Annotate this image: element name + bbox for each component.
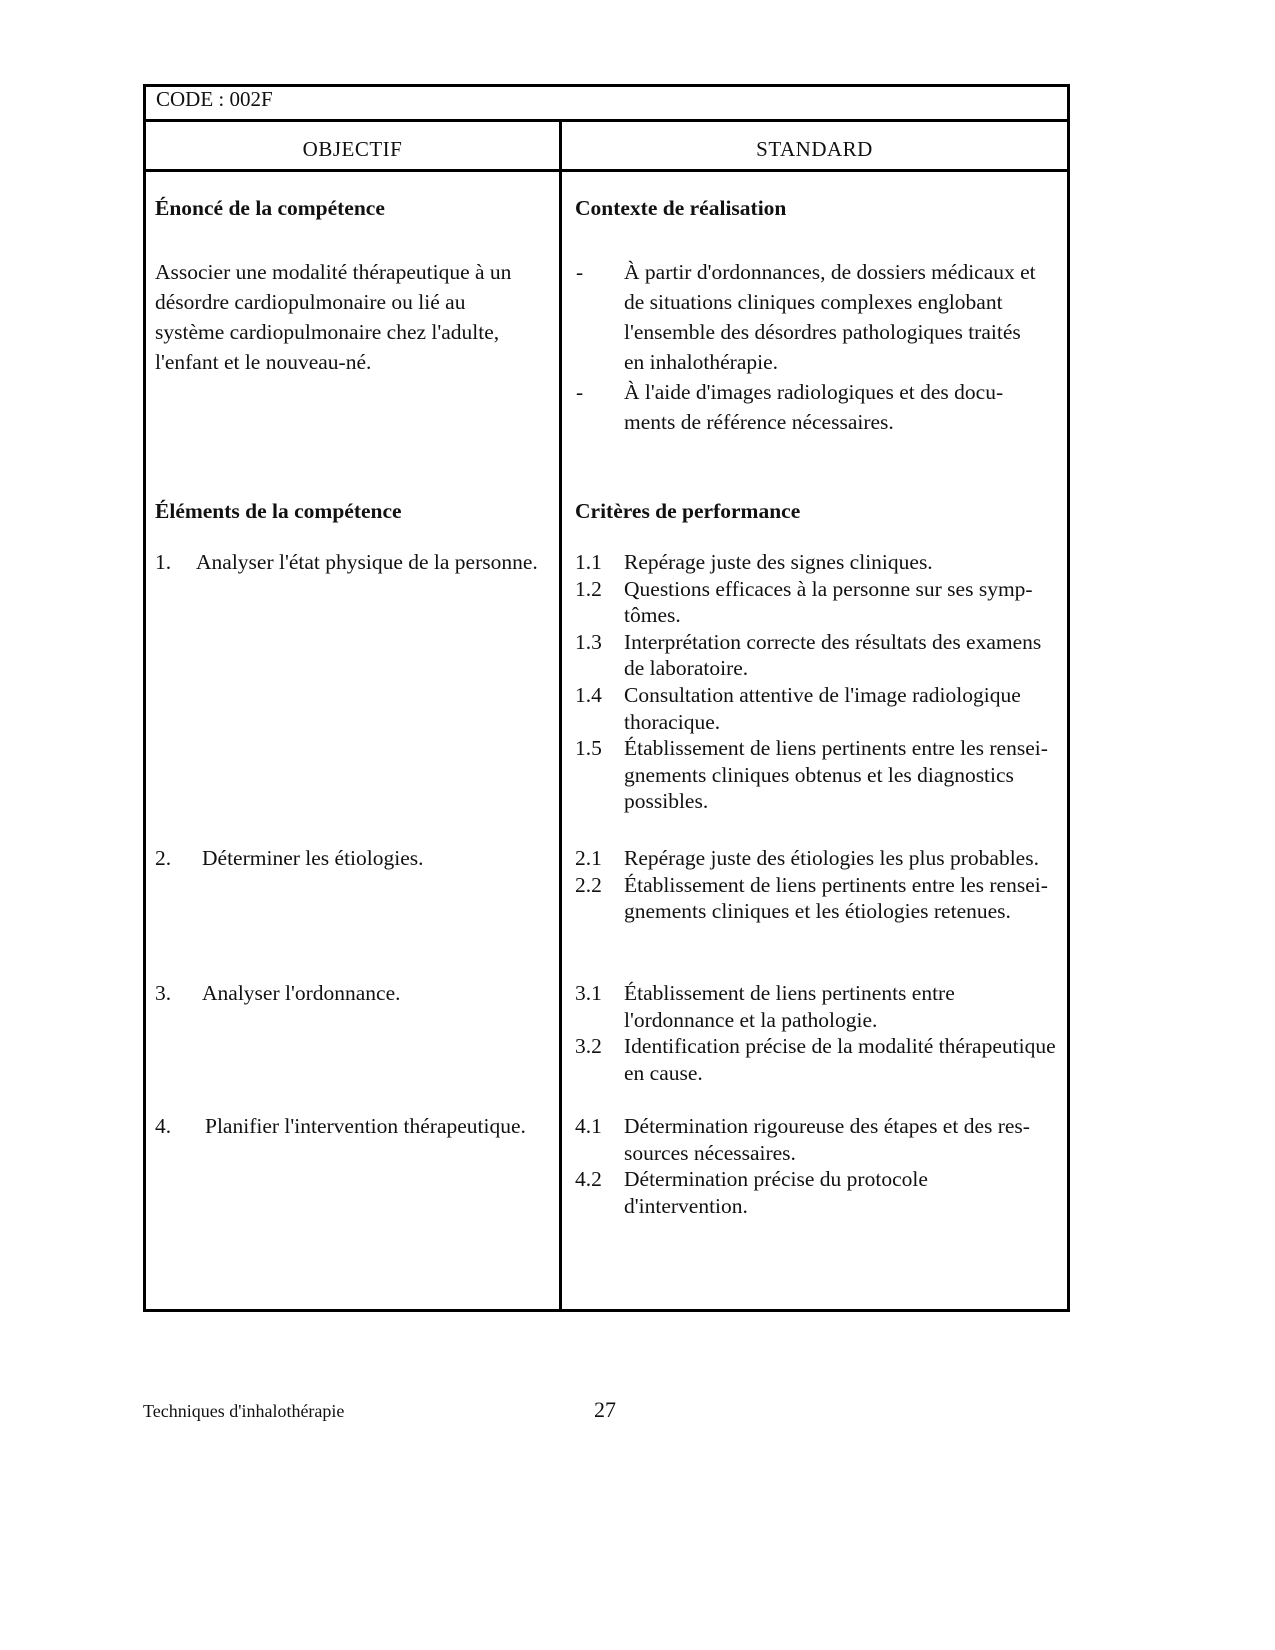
element-text: Déterminer les étiologies.	[202, 846, 424, 870]
contexte-line: de situations cliniques complexes englobant	[624, 290, 1003, 314]
contexte-title: Contexte de réalisation	[575, 196, 787, 220]
criterion-line: Détermination précise du protocole	[624, 1167, 928, 1191]
criterion-line: Repérage juste des étiologies les plus probables.	[624, 846, 1039, 870]
criterion-number: 3.1	[575, 981, 602, 1005]
elements-title: Éléments de la compétence	[155, 499, 402, 523]
criterion-number: 2.2	[575, 873, 602, 897]
enonce-line: désordre cardiopulmonaire ou lié au	[155, 290, 466, 314]
criterion-line: possibles.	[624, 789, 709, 813]
contexte-line: À partir d'ordonnances, de dossiers médicaux et	[624, 260, 1036, 284]
criterion-line: en cause.	[624, 1061, 703, 1085]
criterion-line: Questions efficaces à la personne sur ses symp-	[624, 577, 1033, 601]
criterion-line: gnements cliniques obtenus et les diagnostics	[624, 763, 1014, 787]
enonce-line: l'enfant et le nouveau-né.	[155, 350, 372, 374]
criterion-line: gnements cliniques et les étiologies retenues.	[624, 899, 1011, 923]
criterion-line: d'intervention.	[624, 1194, 748, 1218]
criterion-line: Consultation attentive de l'image radiologique	[624, 683, 1021, 707]
criterion-number: 1.3	[575, 630, 602, 654]
criteres-title: Critères de performance	[575, 499, 801, 523]
contexte-line: en inhalothérapie.	[624, 350, 779, 374]
enonce-title: Énoncé de la compétence	[155, 196, 385, 220]
column-divider	[559, 119, 562, 1312]
criterion-number: 1.5	[575, 736, 602, 760]
criterion-number: 1.1	[575, 550, 602, 574]
criterion-number: 3.2	[575, 1034, 602, 1058]
divider	[143, 169, 1070, 172]
criterion-line: Détermination rigoureuse des étapes et des res-	[624, 1114, 1030, 1138]
criterion-line: Identification précise de la modalité thérapeutique	[624, 1034, 1056, 1058]
criterion-line: Établissement de liens pertinents entre les rensei-	[624, 873, 1048, 897]
list-bullet: -	[576, 260, 584, 284]
header-objectif: OBJECTIF	[302, 137, 403, 161]
footer-title: Techniques d'inhalothérapie	[143, 1401, 345, 1421]
page-number: 27	[594, 1397, 616, 1422]
element-text: Analyser l'état physique de la personne.	[196, 550, 538, 574]
criterion-number: 1.4	[575, 683, 602, 707]
contexte-line: ments de référence nécessaires.	[624, 410, 894, 434]
criterion-line: tômes.	[624, 603, 681, 627]
criterion-line: Repérage juste des signes cliniques.	[624, 550, 933, 574]
list-bullet: -	[576, 380, 584, 404]
criterion-line: sources nécessaires.	[624, 1141, 796, 1165]
criterion-number: 4.2	[575, 1167, 602, 1191]
element-number: 3.	[155, 981, 172, 1005]
criterion-line: Établissement de liens pertinents entre	[624, 981, 955, 1005]
contexte-line: À l'aide d'images radiologiques et des docu-	[624, 380, 1004, 404]
element-number: 2.	[155, 846, 172, 870]
element-text: Analyser l'ordonnance.	[202, 981, 401, 1005]
divider	[143, 119, 1070, 122]
criterion-line: Interprétation correcte des résultats des examens	[624, 630, 1042, 654]
criterion-number: 2.1	[575, 846, 602, 870]
element-number: 1.	[155, 550, 172, 574]
enonce-line: Associer une modalité thérapeutique à un	[155, 260, 512, 284]
criterion-line: de laboratoire.	[624, 656, 749, 680]
element-number: 4.	[155, 1114, 172, 1138]
contexte-line: l'ensemble des désordres pathologiques traités	[624, 320, 1021, 344]
criterion-number: 1.2	[575, 577, 602, 601]
criterion-line: Établissement de liens pertinents entre les rensei-	[624, 736, 1048, 760]
criterion-line: thoracique.	[624, 710, 721, 734]
criterion-number: 4.1	[575, 1114, 602, 1138]
code-label: CODE : 002F	[156, 87, 273, 111]
header-standard: STANDARD	[756, 137, 873, 161]
enonce-line: système cardiopulmonaire chez l'adulte,	[155, 320, 500, 344]
criterion-line: l'ordonnance et la pathologie.	[624, 1008, 878, 1032]
element-text: Planifier l'intervention thérapeutique.	[205, 1114, 526, 1138]
